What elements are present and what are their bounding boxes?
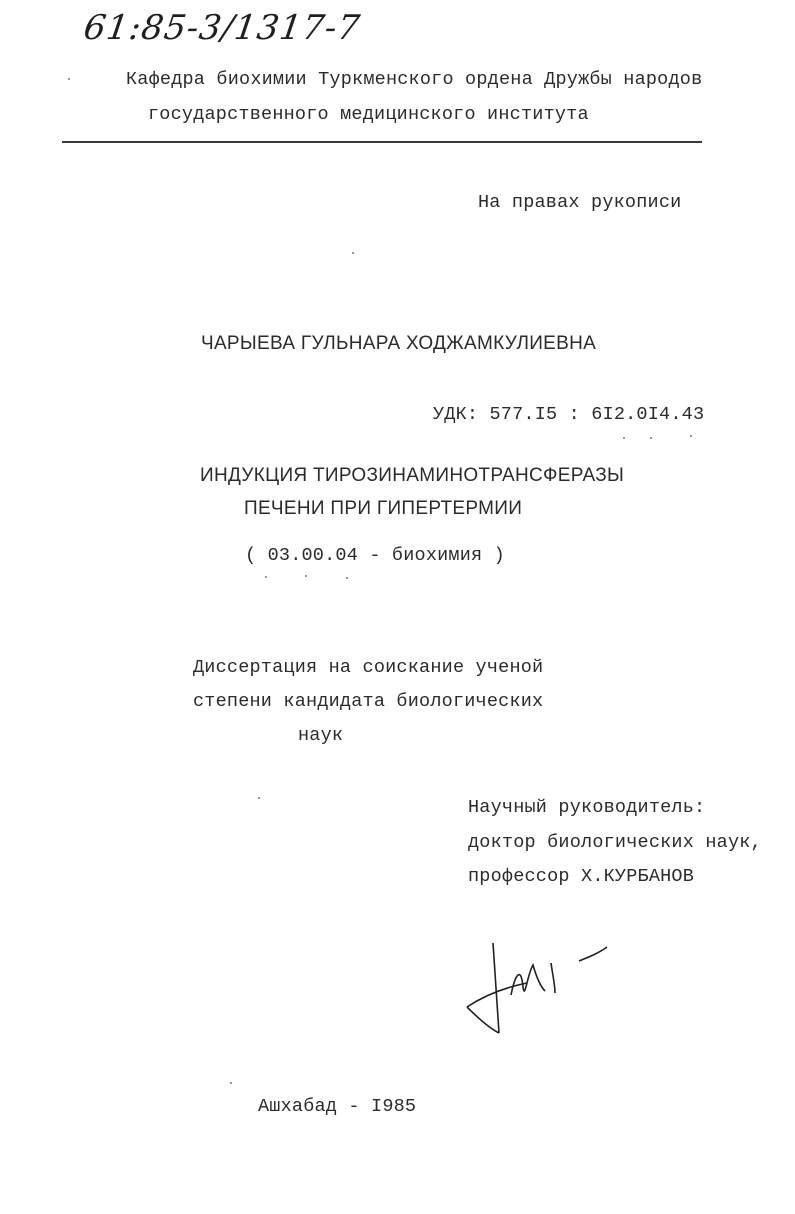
institute-line: государственного медицинского института <box>148 104 589 125</box>
scan-speck <box>265 576 267 578</box>
signature <box>455 935 625 1045</box>
archive-handwritten-mark: 61:85-3/1317-7 <box>81 8 364 48</box>
degree-line-3: наук <box>298 725 344 746</box>
author-name: ЧАРЫЕВА ГУЛЬНАРА ХОДЖАМКУЛИЕВНА <box>201 333 597 354</box>
specialty-code: ( 03.00.04 - биохимия ) <box>245 545 505 566</box>
department-line: Кафедра биохимии Туркменского ордена Дружбы народов <box>126 69 703 90</box>
header-rule <box>62 141 702 143</box>
scan-speck <box>650 437 652 439</box>
title-line-1: ИНДУКЦИЯ ТИРОЗИНАМИНОТРАНСФЕРАЗЫ <box>200 465 625 486</box>
degree-line-1: Диссертация на соискание ученой <box>193 657 544 678</box>
scan-speck <box>258 797 260 799</box>
scan-speck <box>623 437 625 439</box>
title-line-2: ПЕЧЕНИ ПРИ ГИПЕРТЕРМИИ <box>244 498 523 519</box>
supervisor-degree: доктор биологических наук, <box>468 832 762 853</box>
scan-speck <box>230 1082 232 1084</box>
scan-speck <box>305 575 307 577</box>
supervisor-name: профессор Х.КУРБАНОВ <box>468 866 695 887</box>
scan-speck <box>352 252 354 254</box>
degree-line-2: степени кандидата биологических <box>193 691 544 712</box>
scan-speck <box>346 577 348 579</box>
supervisor-label: Научный руководитель: <box>468 797 706 818</box>
udc-code: УДК: 577.I5 : 6I2.0I4.43 <box>433 404 705 425</box>
scan-speck <box>690 435 692 437</box>
manuscript-rights-note: На правах рукописи <box>478 192 682 213</box>
place-and-year: Ашхабад - I985 <box>258 1096 417 1117</box>
scan-speck <box>68 78 70 80</box>
